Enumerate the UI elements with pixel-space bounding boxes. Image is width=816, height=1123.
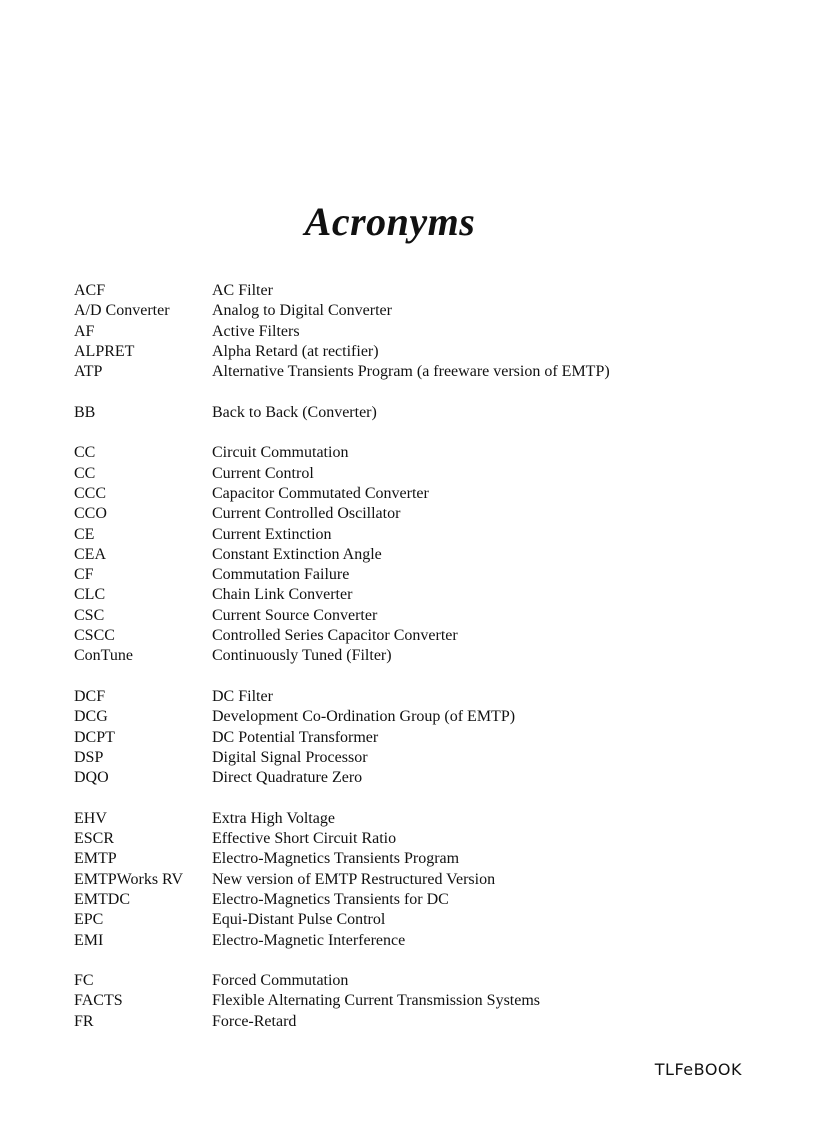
acronym-row <box>74 646 774 666</box>
acronym-row <box>74 342 774 362</box>
acronym-row <box>74 728 774 748</box>
acronym-abbreviation: EHV <box>74 809 107 827</box>
acronym-abbreviation: FR <box>74 1012 94 1030</box>
acronym-group-f <box>74 971 774 1032</box>
acronym-abbreviation: CCC <box>74 484 107 502</box>
acronym-group-d <box>74 687 774 788</box>
acronym-abbreviation: CCO <box>74 505 107 523</box>
acronym-row <box>74 585 774 605</box>
acronym-definition: DC Potential Transformer <box>212 728 379 746</box>
acronym-row <box>74 301 774 321</box>
acronym-abbreviation: AF <box>74 322 95 340</box>
acronym-group-e <box>74 809 774 951</box>
acronym-definition: Current Source Converter <box>212 606 378 624</box>
acronym-abbreviation: EMTDC <box>74 890 130 908</box>
acronym-abbreviation: DCG <box>74 708 108 726</box>
acronym-abbreviation: ConTune <box>74 647 133 665</box>
acronym-abbreviation: DCF <box>74 687 106 705</box>
acronym-definition: Back to Back (Converter) <box>212 403 377 421</box>
acronym-definition: Current Controlled Oscillator <box>212 505 401 523</box>
acronym-abbreviation: ACF <box>74 282 106 299</box>
acronym-group-b <box>74 403 774 423</box>
acronym-abbreviation: A/D Converter <box>74 302 170 320</box>
acronym-row <box>74 829 774 849</box>
acronym-definition: Electro-Magnetics Transients for DC <box>212 890 449 908</box>
acronym-row <box>74 1012 774 1032</box>
acronym-row <box>74 443 774 463</box>
acronym-definition: Extra High Voltage <box>212 809 335 827</box>
acronym-definition: Electro-Magnetic Interference <box>212 931 406 949</box>
acronym-definition: AC Filter <box>212 282 273 299</box>
acronym-abbreviation: BB <box>74 403 96 421</box>
acronym-definition: Current Extinction <box>212 525 332 543</box>
acronym-abbreviation: CF <box>74 566 94 584</box>
acronym-definition: Continuously Tuned (Filter) <box>212 647 392 665</box>
acronym-row <box>74 748 774 768</box>
acronym-row <box>74 525 774 545</box>
acronym-abbreviation: ATP <box>74 363 103 381</box>
footer-watermark: TLFeBOOK <box>654 1060 742 1079</box>
acronym-definition: Equi-Distant Pulse Control <box>212 911 386 929</box>
acronym-abbreviation: EMTPWorks RV <box>74 870 183 888</box>
acronym-definition: Commutation Failure <box>212 566 350 584</box>
acronym-row <box>74 484 774 504</box>
acronym-abbreviation: FC <box>74 972 94 990</box>
acronym-definition: Alternative Transients Program (a freeware version of EMTP) <box>212 363 610 381</box>
acronym-row <box>74 362 774 382</box>
acronym-definition: New version of EMTP Restructured Version <box>212 870 496 888</box>
acronym-abbreviation: FACTS <box>74 992 123 1010</box>
acronym-row <box>74 707 774 727</box>
acronym-definition: Analog to Digital Converter <box>212 302 392 320</box>
acronym-abbreviation: EMTP <box>74 850 117 868</box>
acronym-list <box>74 281 774 1052</box>
acronym-group-a <box>74 281 774 382</box>
acronym-definition: Chain Link Converter <box>212 586 353 604</box>
acronym-abbreviation: DSP <box>74 748 104 766</box>
acronym-definition: Active Filters <box>212 322 300 340</box>
acronym-row <box>74 464 774 484</box>
acronym-row <box>74 931 774 951</box>
acronym-definition: Current Control <box>212 464 314 482</box>
acronym-abbreviation: EMI <box>74 931 104 949</box>
acronym-row <box>74 565 774 585</box>
acronym-definition: Electro-Magnetics Transients Program <box>212 850 460 868</box>
acronym-abbreviation: CC <box>74 464 96 482</box>
acronym-row <box>74 870 774 890</box>
acronym-definition: Constant Extinction Angle <box>212 545 382 563</box>
acronym-definition: Development Co-Ordination Group (of EMTP) <box>212 708 516 726</box>
acronym-definition: Forced Commutation <box>212 972 349 990</box>
acronym-row <box>74 809 774 829</box>
acronym-definition: Direct Quadrature Zero <box>212 769 363 787</box>
acronym-group-c <box>74 443 774 666</box>
acronym-abbreviation: CE <box>74 525 95 543</box>
acronym-definition: Effective Short Circuit Ratio <box>212 830 397 848</box>
acronym-abbreviation: CSC <box>74 606 105 624</box>
acronym-row <box>74 606 774 626</box>
acronym-definition: Digital Signal Processor <box>212 748 368 766</box>
acronym-row <box>74 322 774 342</box>
acronym-definition: DC Filter <box>212 687 273 705</box>
acronym-row <box>74 910 774 930</box>
acronym-definition: Circuit Commutation <box>212 444 349 462</box>
acronym-row <box>74 687 774 707</box>
acronym-definition: Alpha Retard (at rectifier) <box>212 342 379 360</box>
acronym-definition: Controlled Series Capacitor Converter <box>212 627 458 645</box>
acronym-abbreviation: CSCC <box>74 627 115 645</box>
acronym-row <box>74 281 774 301</box>
acronym-row <box>74 626 774 646</box>
acronym-abbreviation: DCPT <box>74 728 115 746</box>
acronym-definition: Flexible Alternating Current Transmission Systems <box>212 992 541 1010</box>
acronym-abbreviation: DQO <box>74 769 109 787</box>
acronym-row <box>74 403 774 423</box>
acronym-abbreviation: CEA <box>74 545 106 563</box>
acronym-abbreviation: EPC <box>74 911 104 929</box>
acronym-row <box>74 545 774 565</box>
acronym-abbreviation: CLC <box>74 586 106 604</box>
acronym-abbreviation: ALPRET <box>74 342 135 360</box>
acronym-row <box>74 971 774 991</box>
acronym-definition: Force-Retard <box>212 1012 297 1030</box>
page-title: Acronyms <box>304 199 476 244</box>
acronym-row <box>74 849 774 869</box>
acronym-abbreviation: CC <box>74 444 96 462</box>
acronym-row <box>74 768 774 788</box>
acronym-row <box>74 504 774 524</box>
acronym-row <box>74 890 774 910</box>
acronym-row <box>74 991 774 1011</box>
acronym-abbreviation: ESCR <box>74 830 115 848</box>
acronym-definition: Capacitor Commutated Converter <box>212 484 429 502</box>
